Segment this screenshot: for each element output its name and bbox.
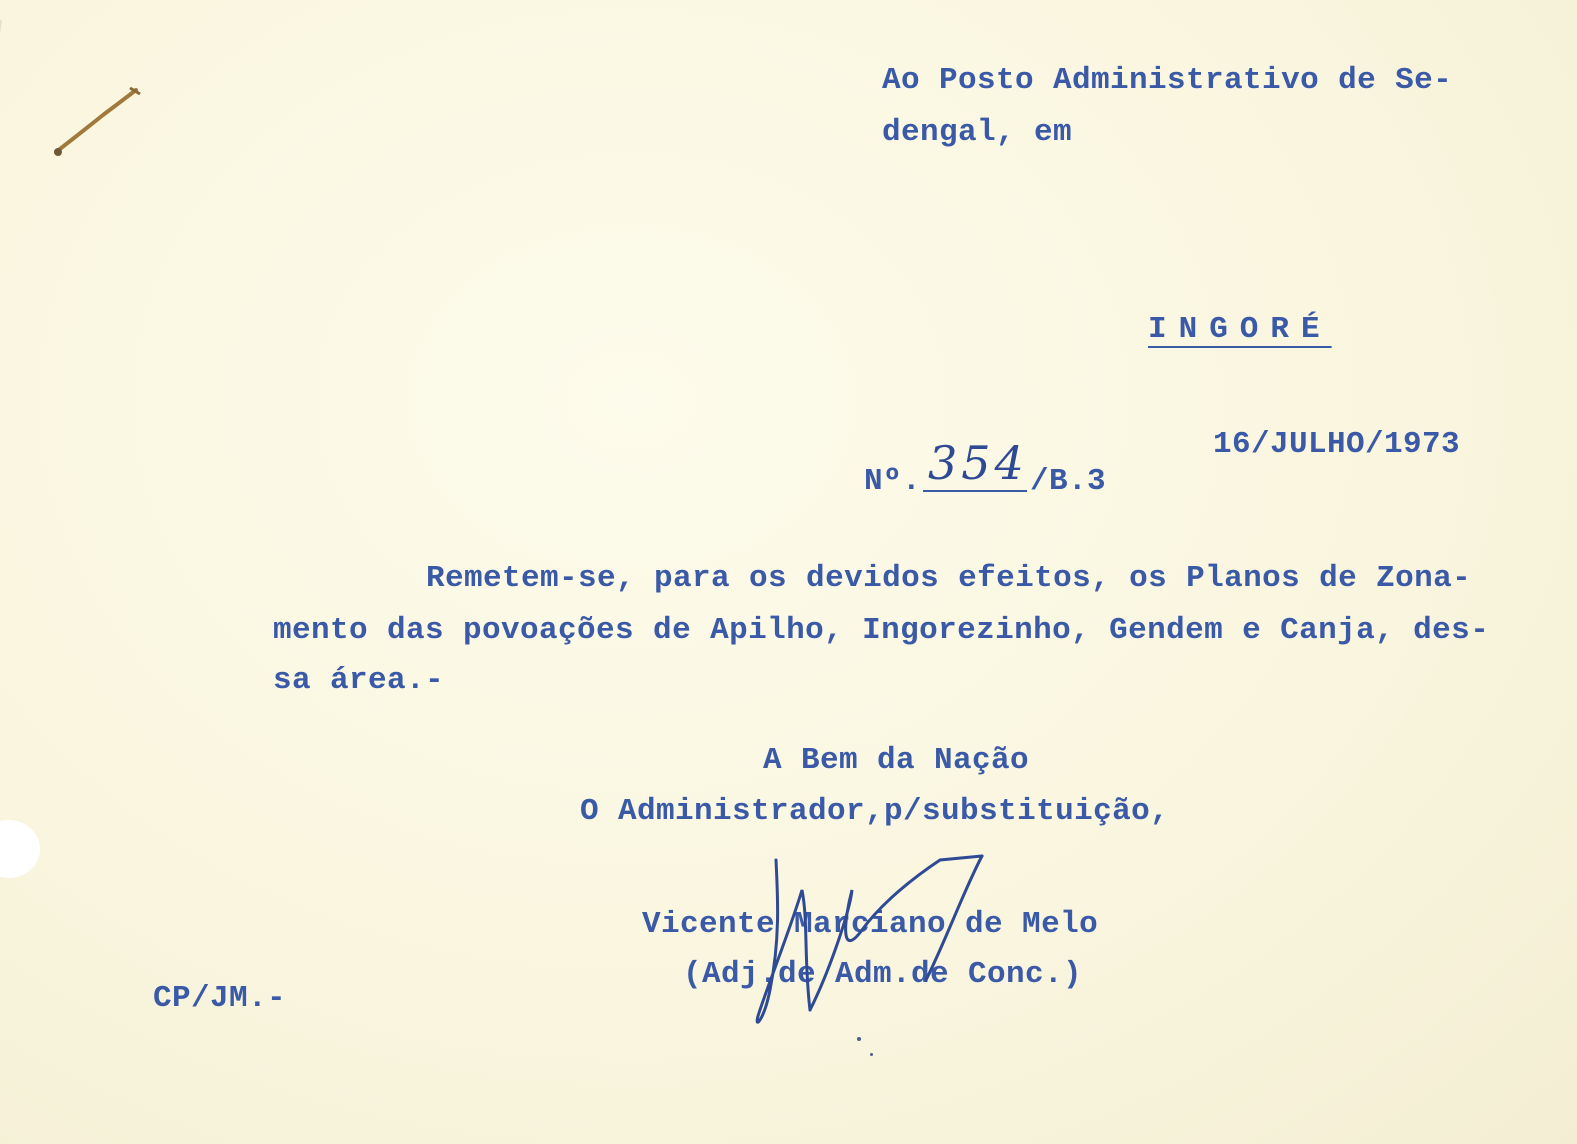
closing-salutation: A Bem da Nação	[763, 743, 1030, 778]
ink-speck	[870, 1053, 873, 1056]
staple-mark	[48, 80, 148, 160]
paper-fold-line	[0, 20, 2, 238]
typist-initials: CP/JM.-	[153, 981, 287, 1016]
document-date: 16/JULHO/1973	[1213, 427, 1461, 462]
handwritten-signature	[740, 850, 1000, 1040]
signatory-name: Vicente Marciano de Melo	[642, 907, 1099, 942]
punch-hole	[0, 820, 40, 878]
body-line-1: Remetem-se, para os devidos efeitos, os Planos de Zona-	[426, 561, 1472, 596]
reference-number-underline	[923, 490, 1027, 492]
body-line-3: sa área.-	[273, 663, 445, 698]
place-name: INGORÉ	[1148, 312, 1332, 347]
reference-suffix: /B.3	[1030, 464, 1107, 499]
body-line-2: mento das povoações de Apilho, Ingorezinho, Gendem e Canja, des-	[273, 613, 1490, 648]
addressee-line-1: Ao Posto Administrativo de Se-	[882, 63, 1453, 98]
ink-speck	[857, 1037, 861, 1041]
closing-role: O Administrador,p/substituição,	[580, 794, 1170, 829]
addressee-line-2: dengal, em	[882, 115, 1073, 150]
reference-number-handwritten: 354	[928, 436, 1028, 490]
signatory-title: (Adj.de Adm.de Conc.)	[683, 957, 1083, 992]
reference-prefix: Nº.	[864, 464, 922, 499]
